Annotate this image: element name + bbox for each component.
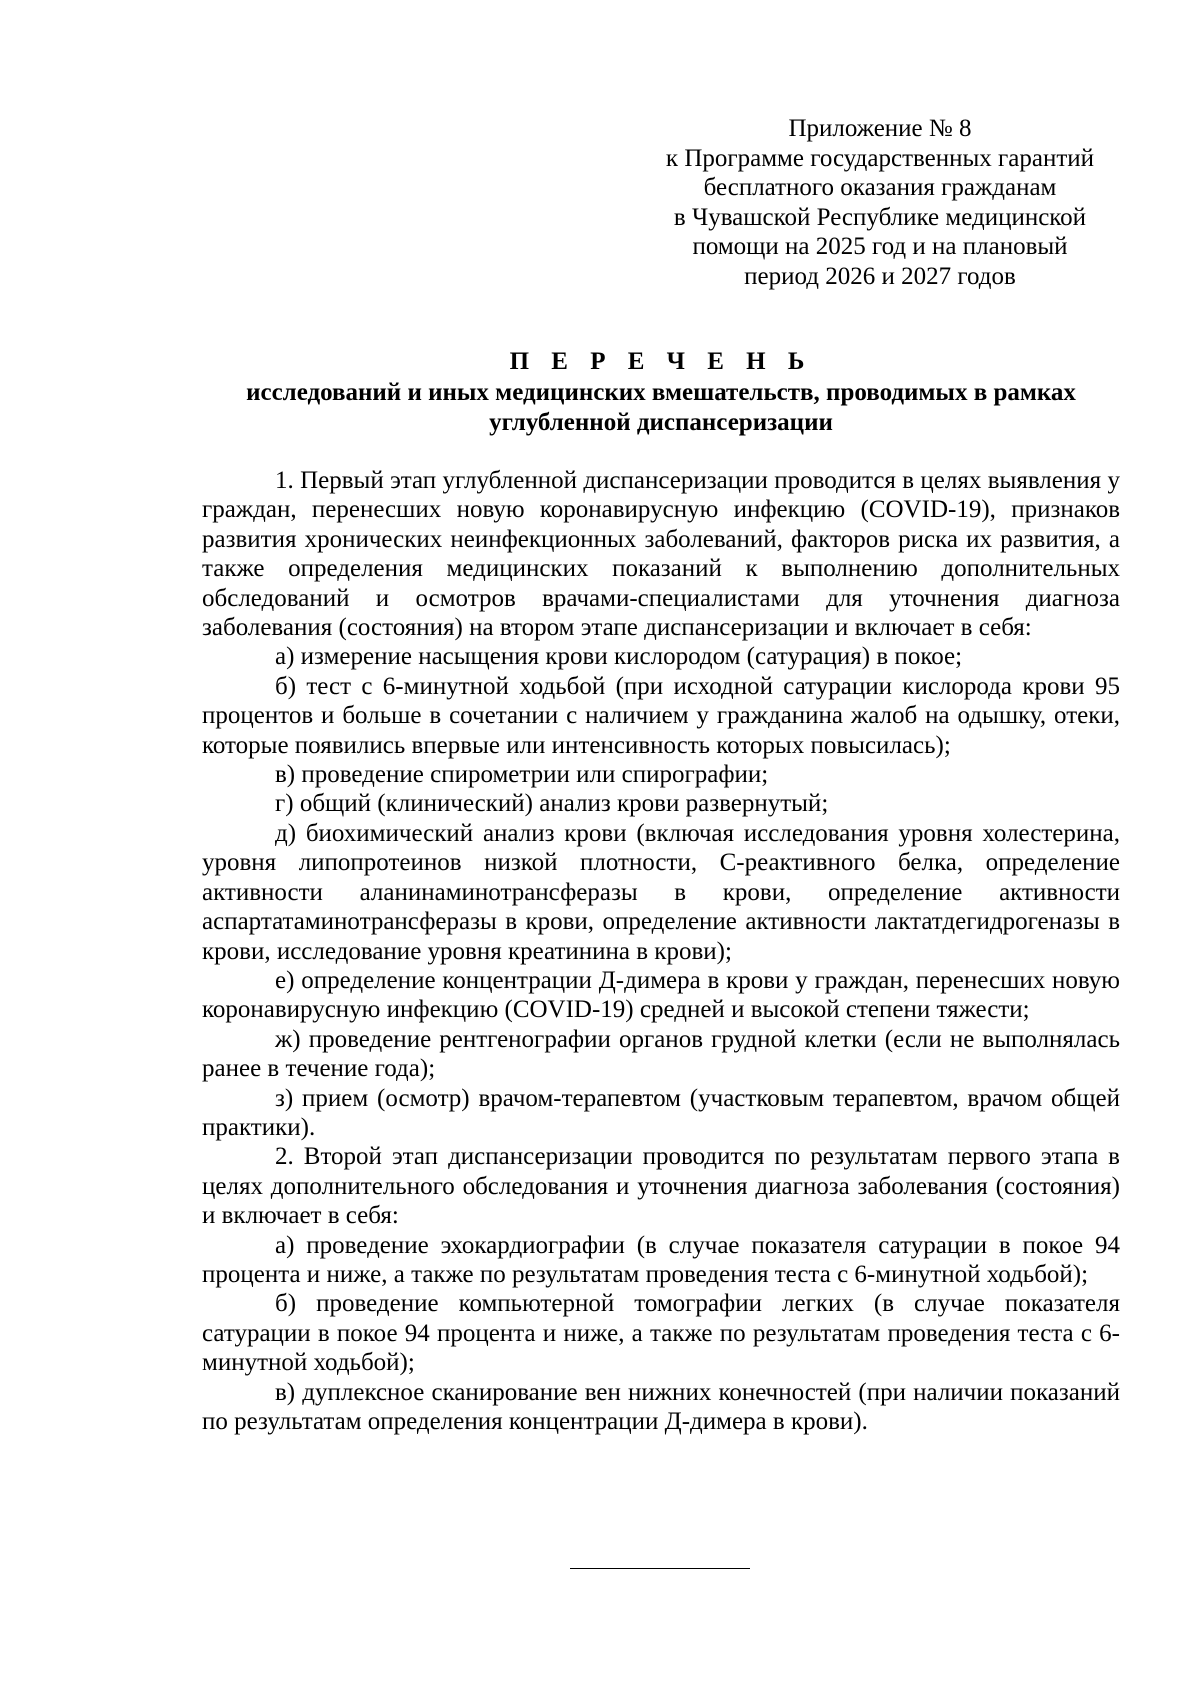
list-item-2v: в) дуплексное сканирование вен нижних конечностей (при наличии показаний по результатам определения концентрации Д-димера в крови). — [202, 1378, 1120, 1435]
appendix-line: к Программе государственных гарантий — [665, 144, 1095, 172]
document-title — [202, 346, 1120, 438]
list-item-1v: в) проведение спирометрии или спирографии; — [275, 761, 769, 789]
title-subtitle-line: углубленной диспансеризации — [489, 409, 833, 436]
title-subtitle-line: исследований и иных медицинских вмешательств, проводимых в рамках — [246, 379, 1076, 406]
list-item-1z: з) прием (осмотр) врачом-терапевтом (участковым терапевтом, врачом общей практики). — [202, 1084, 1120, 1141]
appendix-header — [640, 114, 1120, 292]
appendix-line: бесплатного оказания гражданам — [703, 174, 1057, 202]
appendix-line: помощи на 2025 год и на плановый — [692, 233, 1068, 261]
paragraph-stage-1: 1. Первый этап углубленной диспансеризации проводится в целях выявления у граждан, перенесших новую коронавирусную инфекцию (COVID-19), признаков развития хронических неинфекционных заболеваний, факторов риска их развития, а также определения медицинских показаний к выполнению дополнительных обследований и осмотров врачами-специалистами для уточнения диагноза заболевания (состояния) на втором этапе диспансеризации и включает в себя: — [202, 467, 1120, 642]
appendix-line: период 2026 и 2027 годов — [744, 262, 1016, 290]
appendix-line: Приложение № 8 — [788, 115, 972, 142]
appendix-line: в Чувашской Республике медицинской — [673, 203, 1087, 231]
list-item-1d: д) биохимический анализ крови (включая исследования уровня холестерина, уровня липопротеинов низкой плотности, С-реактивного белка, определение активности аланинаминотрансферазы в крови, определение активности аспартатаминотрансферазы в крови, определение активности лактатдегидрогеназы в крови, исследование уровня креатинина в крови); — [202, 819, 1120, 965]
end-separator-line — [570, 1568, 750, 1569]
list-item-2b: б) проведение компьютерной томографии легких (в случае показателя сатурации в покое 94 процента и ниже, а также по результатам проведения теста с 6-минутной ходьбой); — [202, 1290, 1120, 1377]
document-body — [202, 466, 1120, 1436]
list-item-2a: а) проведение эхокардиографии (в случае показателя сатурации в покое 94 процента и ниже, а также по результатам проведения теста с 6-минутной ходьбой); — [202, 1231, 1120, 1288]
title-heading: П Е Р Е Ч Е Н Ь — [509, 348, 813, 375]
list-item-1a: а) измерение насыщения крови кислородом (сатурация) в покое; — [275, 643, 963, 671]
list-item-1e: е) определение концентрации Д-димера в крови у граждан, перенесших новую коронавирусную инфекцию (COVID-19) средней и высокой степени тяжести; — [202, 966, 1120, 1024]
list-item-1b: б) тест с 6-минутной ходьбой (при исходной сатурации кислорода крови 95 процентов и больше в сочетании с наличием у гражданина жалоб на одышку, отеки, которые появились впервые или интенсивность которых повысилась); — [202, 672, 1120, 759]
list-item-1g: г) общий (клинический) анализ крови развернутый; — [275, 790, 829, 818]
paragraph-stage-2: 2. Второй этап диспансеризации проводится по результатам первого этапа в целях дополнительного обследования и уточнения диагноза заболевания (состояния) и включает в себя: — [202, 1143, 1120, 1230]
list-item-1zh: ж) проведение рентгенографии органов грудной клетки (если не выполнялась ранее в течение года); — [202, 1025, 1120, 1083]
